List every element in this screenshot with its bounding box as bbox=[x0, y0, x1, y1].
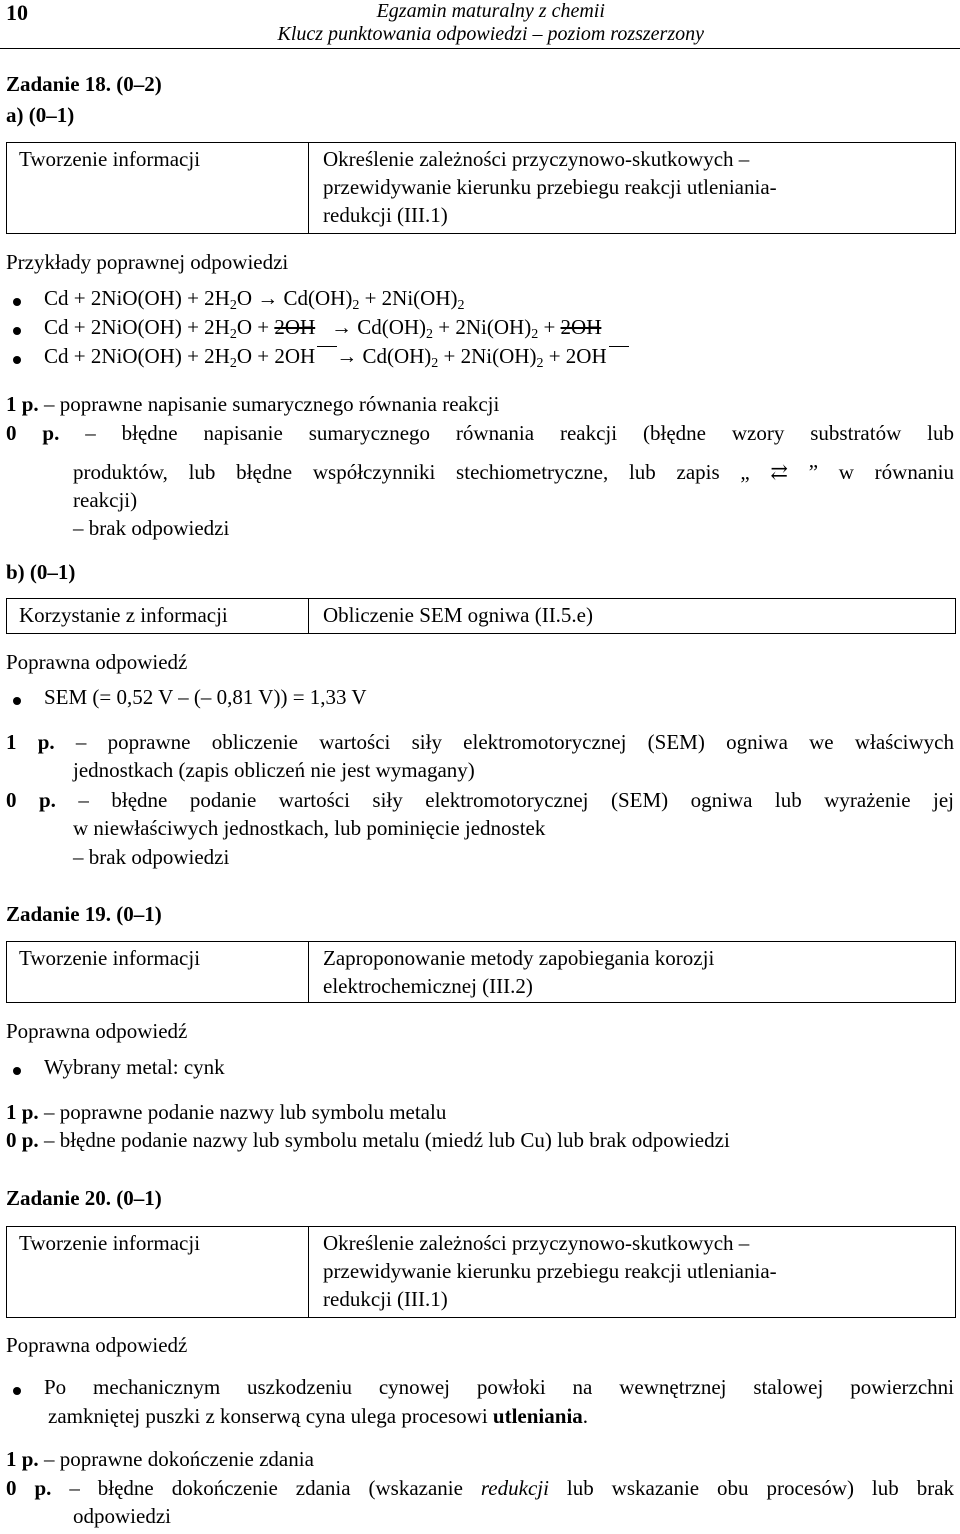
answer-key-page: 10 Egzamin maturalny z chemii Klucz punktowania odpowiedzi – poziom rozszerzony Zadanie 18. (0–2) a) (0–1) Tworzenie informacji Określenie zależności przyczynowo-skutkowych – przewidywanie kierunku przebiegu reakcji utleniania- redukcji (III.1) Przykłady poprawnej odpowiedzi $Cd + 2NiO(OH) + 2H_2O \to Cd(OH)_2 + 2Ni(OH)_2$ $Cd + 2NiO(OH) + 2H_2O + 2OH$ → $Cd(OH)_2 + 2Ni(OH)_2 + 2OH$ $Cd + 2NiO(OH) + 2H_2O + 2OH$ → $Cd(OH)_2 + 2Ni(OH)_2 + 2OH$ 1 p. – poprawne napisanie sumarycznego równania reakcji 0 p. – błędne napisanie sumarycznego równania reakcji (błędne wzory substratów lub produktów, lub błędne współczynniki stechiometryczne, lub zapis „ ⇄ ” w równaniu reakcji) – brak odpowiedzi b) (0–1) Korzystanie z informacji Obliczenie SEM ogniwa (II.5.e) Poprawna odpowiedź SEM (= 0,52 V – (– 0,81 V)) = 1,33 V 1 p. – poprawne obliczenie wartości siły elektromotorycznej (SEM) ogniwa we właściwych jednostkach (zapis obliczeń nie jest wymagany) 0 p. – błędne podanie wartości siły elektromotorycznej (SEM) ogniwa lub wyrażenie jej w niewłaściwych jednostkach, lub pominięcie jednostek – brak odpowiedzi Zadanie 19. (0–1) Tworzenie informacji Zaproponowanie metody zapobiegania korozji elektrochemicznej (III.2) Poprawna odpowiedź Wybrany metal: cynk 1 p. – poprawne podanie nazwy lub symbolu metalu 0 p. – błędne podanie nazwy lub symbolu metalu (miedź lub Cu) lub brak odpowiedzi Zadanie 20. (0–1) Tworzenie informacji Określenie zależności przyczynowo-skutkowych – przewidywanie kierunku przebiegu reakcji utleniania- redukcji (III.1) Poprawna odpowiedź Po mechanicznym uszkodzeniu cynowej powłoki na wewnętrznej stalowej powierzchni zamkniętej puszki z konserwą cyna ulega procesowi utleniania. 1 p. – poprawne dokończenie zdania 0 p. – błędne dokończenie zdania (wskazanie redukcji lub wskazanie obu procesów) lub brak odpowiedzi bbox=[0, 0, 960, 1534]
table-right-cell: Określenie zależności przyczynowo-skutkowych – przewidywanie kierunku przebiegu reakcji utleniania- redukcji (III.1) bbox=[323, 1231, 777, 1311]
task18-part-b: b) (0–1) bbox=[6, 560, 76, 584]
answer-line2: zamkniętej puszki z konserwą cyna ulega procesowi utleniania. bbox=[48, 1404, 589, 1428]
exam-subtitle: Klucz punktowania odpowiedzi – poziom rozszerzony bbox=[277, 23, 704, 45]
examples-heading: Przykłady poprawnej odpowiedzi bbox=[6, 250, 289, 274]
header-titles bbox=[278, 0, 705, 46]
score-0-line2: odpowiedzi bbox=[73, 1504, 171, 1528]
bullet bbox=[13, 298, 21, 306]
task18b-info-table bbox=[6, 598, 956, 634]
score-0-line3: reakcji) bbox=[73, 488, 138, 512]
cancelled-hydroxide: 2OH bbox=[560, 315, 602, 339]
table-right-cell: Obliczenie SEM ogniwa (II.5.e) bbox=[323, 603, 593, 627]
cancelled-hydroxide: 2OH bbox=[274, 315, 316, 339]
b-score-0-line2: w niewłaściwych jednostkach, lub pominięcie jednostek bbox=[73, 816, 546, 840]
score-1-row: 1 p. – poprawne dokończenie zdania bbox=[6, 1447, 314, 1471]
score-0-line2: produktów, lub błędne współczynniki stechiometryczne, lub zapis „ ⇄ ” w równaniu bbox=[73, 460, 954, 484]
table-right-cell: Zaproponowanie metody zapobiegania korozji elektrochemicznej (III.2) bbox=[323, 946, 715, 998]
correct-answer-heading: Poprawna odpowiedź bbox=[6, 1333, 188, 1357]
equation-1: $Cd + 2NiO(OH) + 2H_2O \to Cd(OH)_2 + 2Ni(OH)_2$ bbox=[44, 286, 465, 313]
answer-line1: Po mechanicznym uszkodzeniu cynowej powłoki na wewnętrznej stalowej powierzchni bbox=[44, 1375, 954, 1399]
score-0-line4: – brak odpowiedzi bbox=[73, 516, 230, 540]
table-left-cell: Tworzenie informacji bbox=[19, 946, 201, 970]
task20-title: Zadanie 20. (0–1) bbox=[6, 1186, 162, 1210]
task20-info-table bbox=[6, 1226, 956, 1318]
task18-part-a: a) (0–1) bbox=[6, 103, 75, 127]
b-score-1-row: 1 p. – poprawne obliczenie wartości siły elektromotorycznej (SEM) ogniwa we właściwych bbox=[6, 730, 954, 754]
exam-title: Egzamin maturalny z chemii bbox=[376, 0, 605, 22]
sem-answer: SEM (= 0,52 V – (– 0,81 V)) = 1,33 V bbox=[44, 685, 367, 709]
task19-title: Zadanie 19. (0–1) bbox=[6, 902, 162, 926]
table-left-cell: Korzystanie z informacji bbox=[19, 603, 228, 627]
page-number: 10 bbox=[6, 0, 28, 25]
b-score-0-row: 0 p. – błędne podanie wartości siły elektromotorycznej (SEM) ogniwa lub wyrażenie jej bbox=[6, 788, 954, 812]
task18-title: Zadanie 18. (0–2) bbox=[6, 72, 162, 96]
bullet bbox=[13, 1387, 21, 1395]
correct-answer-heading: Poprawna odpowiedź bbox=[6, 1019, 188, 1043]
bullet bbox=[13, 327, 21, 335]
equation-3: $Cd + 2NiO(OH) + 2H_2O + 2OH$ → $Cd(OH)_2 + 2Ni(OH)_2 + 2OH$ bbox=[44, 344, 607, 371]
score-0-row: 0 p. – błędne dokończenie zdania (wskazanie redukcji lub wskazanie obu procesów) lub brak bbox=[6, 1476, 955, 1500]
score-1-row: 1 p. – poprawne podanie nazwy lub symbolu metalu bbox=[6, 1100, 447, 1124]
b-score-0-line3: – brak odpowiedzi bbox=[73, 845, 230, 869]
score-0-row: 0 p. – błędne podanie nazwy lub symbolu metalu (miedź lub Cu) lub brak odpowiedzi bbox=[6, 1128, 730, 1152]
score-1-row: 1 p. – poprawne napisanie sumarycznego równania reakcji bbox=[6, 392, 500, 416]
task18a-info-table bbox=[6, 142, 956, 234]
task19-info-table bbox=[6, 941, 956, 1003]
b-score-1-line2: jednostkach (zapis obliczeń nie jest wymagany) bbox=[73, 758, 475, 782]
table-right-cell: Określenie zależności przyczynowo-skutkowych – przewidywanie kierunku przebiegu reakcji utleniania- redukcji (III.1) bbox=[323, 147, 777, 227]
correct-answer-heading: Poprawna odpowiedź bbox=[6, 650, 188, 674]
table-left-cell: Tworzenie informacji bbox=[19, 1231, 201, 1255]
bullet bbox=[13, 356, 21, 364]
page-header bbox=[0, 0, 960, 49]
bullet bbox=[13, 697, 21, 705]
equation-2: $Cd + 2NiO(OH) + 2H_2O + 2OH$ → $Cd(OH)_2 + 2Ni(OH)_2 + 2OH$ bbox=[44, 315, 602, 342]
metal-answer: Wybrany metal: cynk bbox=[44, 1055, 225, 1079]
bullet bbox=[13, 1067, 21, 1075]
table-left-cell: Tworzenie informacji bbox=[19, 147, 201, 171]
